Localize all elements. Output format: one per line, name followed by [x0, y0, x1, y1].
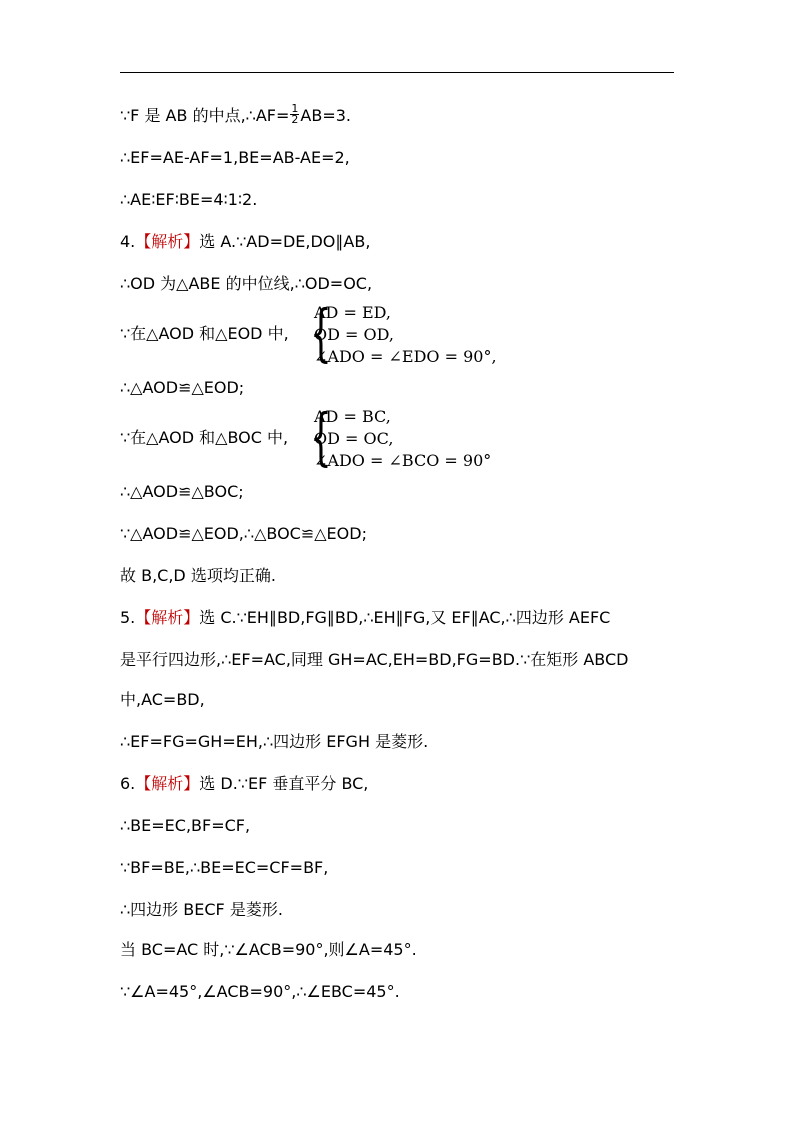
answer-6-line [120, 774, 368, 794]
analysis-tag: 【解析】 [135, 232, 200, 251]
answer-4-line [120, 232, 370, 252]
system-row: AD = BC, [314, 407, 391, 426]
system-lead-text: ∵在△AOD 和△BOC 中, [120, 428, 289, 447]
analysis-tag: 【解析】 [135, 608, 200, 627]
system-rows [314, 302, 497, 368]
fraction-half [290, 104, 299, 125]
line-3: ∴AE∶EF∶BE=4∶1∶2. [120, 190, 258, 209]
fraction-numerator: 1 [291, 102, 299, 115]
text: ∵F 是 AB 的中点,∴AF= [120, 106, 290, 125]
line-2: ∴EF=AE-AF=1,BE=AB-AE=2, [120, 148, 350, 167]
line-17: ∴四边形 BECF 是菱形. [120, 900, 283, 919]
line-6: ∴△AOD≌△EOD; [120, 378, 245, 397]
line-5: ∴OD 为△ABE 的中位线,∴OD=OC, [120, 274, 373, 293]
question-number: 4. [120, 232, 136, 251]
system-row: ∠ADO = ∠EDO = 90°, [314, 347, 497, 366]
line-7: ∴△AOD≌△BOC; [120, 482, 244, 501]
text: 选 C.∵EH∥BD,FG∥BD,∴EH∥FG,又 EF∥AC,∴四边形 AEFC [199, 608, 611, 627]
line-18: 当 BC=AC 时,∵∠ACB=90°,则∠A=45°. [120, 940, 417, 959]
line-8: ∵△AOD≌△EOD,∴△BOC≌△EOD; [120, 524, 367, 543]
line-16: ∵BF=BE,∴BE=EC=CF=BF, [120, 858, 329, 877]
text: AB=3. [300, 106, 351, 125]
left-brace: { [310, 296, 332, 369]
question-number: 5. [120, 608, 136, 627]
line-15: ∴BE=EC,BF=CF, [120, 816, 251, 835]
line-19: ∵∠A=45°,∠ACB=90°,∴∠EBC=45°. [120, 982, 400, 1001]
answer-5-line [120, 608, 610, 628]
line-1 [120, 102, 351, 127]
system-rows [314, 406, 491, 472]
line-9: 故 B,C,D 选项均正确. [120, 566, 276, 585]
text: 选 A.∵AD=DE,DO∥AB, [199, 232, 371, 251]
question-number: 6. [120, 774, 136, 793]
fraction-denominator: 2 [291, 113, 299, 126]
text: 选 D.∵EF 垂直平分 BC, [199, 774, 369, 793]
header-rule [120, 72, 674, 73]
system-row: AD = ED, [314, 303, 391, 322]
line-11: 是平行四边形,∴EF=AC,同理 GH=AC,EH=BD,FG=BD.∵在矩形 ABCD [120, 650, 629, 669]
system-row: ∠ADO = ∠BCO = 90° [314, 451, 492, 470]
line-12: 中,AC=BD, [120, 690, 205, 709]
system-lead-text: ∵在△AOD 和△EOD 中, [120, 324, 289, 343]
system-row: OD = OC, [314, 429, 394, 448]
analysis-tag: 【解析】 [135, 774, 200, 793]
line-13: ∴EF=FG=GH=EH,∴四边形 EFGH 是菱形. [120, 732, 429, 751]
system-row: OD = OD, [314, 325, 394, 344]
left-brace: { [310, 400, 332, 473]
